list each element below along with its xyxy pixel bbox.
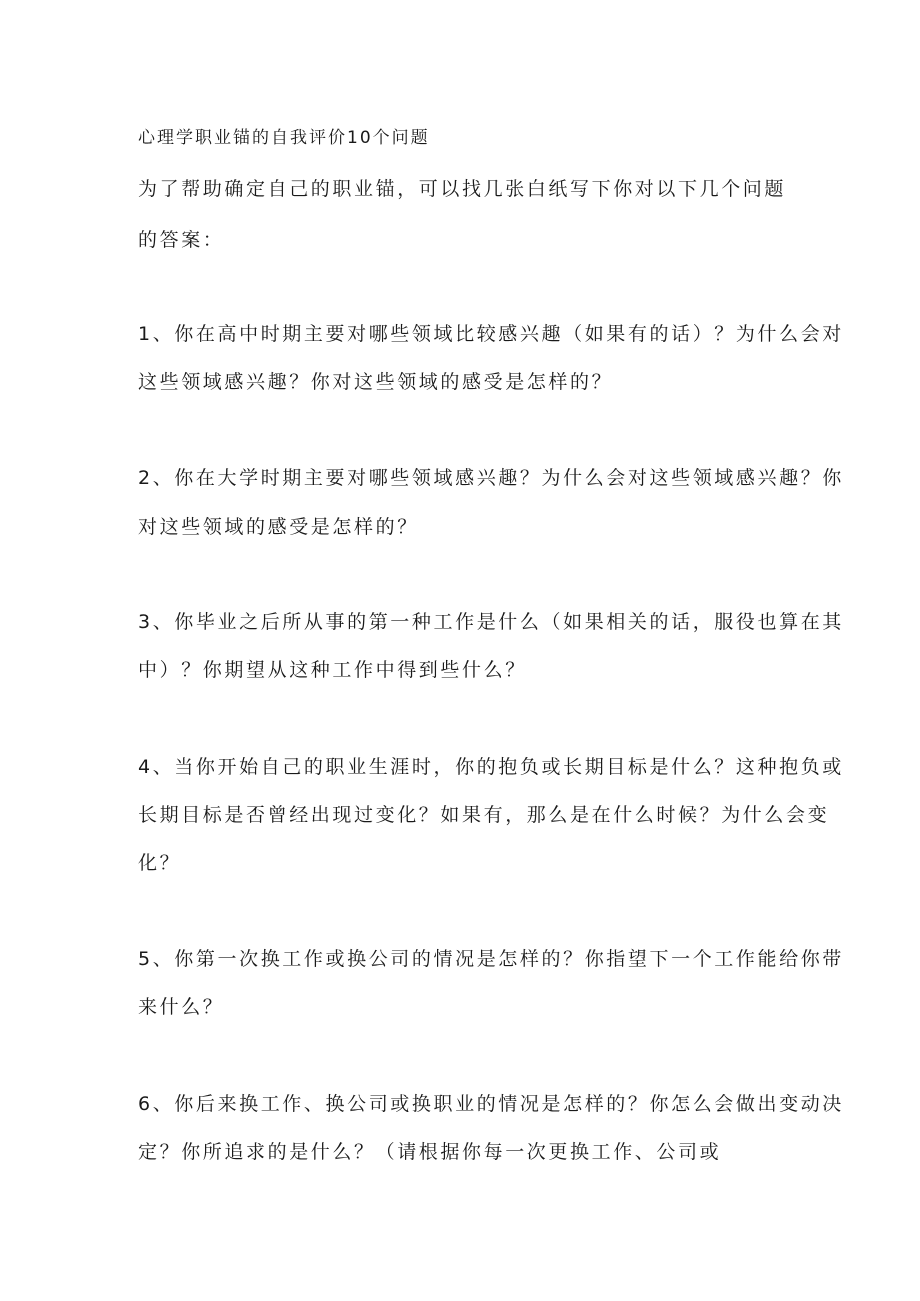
intro-line-2: 的答案：	[138, 229, 225, 251]
question-2-line-2: 对这些领域的感受是怎样的？	[138, 516, 419, 538]
question-2-line-1: 2、你在大学时期主要对哪些领域感兴趣？为什么会对这些领域感兴趣？你	[138, 467, 844, 489]
question-3-line-2: 中）？你期望从这种工作中得到些什么？	[138, 659, 527, 681]
question-4-line-2: 长期目标是否曾经出现过变化？如果有，那么是在什么时候？为什么会变	[138, 804, 830, 826]
question-6-line-1: 6、你后来换工作、换公司或换职业的情况是怎样的？你怎么会做出变动决	[138, 1093, 844, 1115]
question-3-line-1: 3、你毕业之后所从事的第一种工作是什么（如果相关的话，服役也算在其	[138, 611, 844, 633]
question-4-line-1: 4、当你开始自己的职业生涯时，你的抱负或长期目标是什么？这种抱负或	[138, 756, 844, 778]
document-title: 心理学职业锚的自我评价10个问题	[138, 128, 430, 148]
intro-line-1: 为了帮助确定自己的职业锚，可以找几张白纸写下你对以下几个问题	[138, 178, 787, 200]
question-5-line-1: 5、你第一次换工作或换公司的情况是怎样的？你指望下一个工作能给你带	[138, 948, 844, 970]
question-1-line-1: 1、你在高中时期主要对哪些领域比较感兴趣（如果有的话）？为什么会对	[138, 323, 844, 345]
question-1-line-2: 这些领域感兴趣？你对这些领域的感受是怎样的？	[138, 371, 614, 393]
question-5-line-2: 来什么？	[138, 996, 225, 1018]
question-4-line-3: 化？	[138, 852, 182, 874]
question-6-line-2: 定？你所追求的是什么？（请根据你每一次更换工作、公司或	[138, 1141, 722, 1163]
